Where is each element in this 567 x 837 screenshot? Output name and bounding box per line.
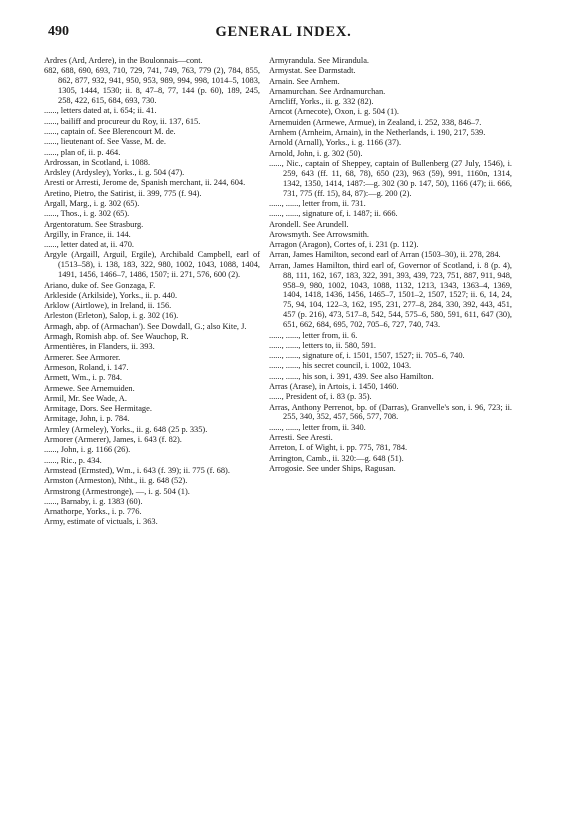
index-entry: Army, estimate of victuals, i. 363.	[44, 517, 158, 527]
page-title: GENERAL INDEX.	[215, 24, 352, 40]
index-entry: Arnain. See Arnhem.	[269, 76, 340, 86]
index-entry: ......, lieutenant of. See Vasse, M. de.	[44, 137, 166, 147]
index-entry: ......, ......, letter from, ii. 6.	[269, 330, 358, 340]
index-entry: Arleston (Erleton), Salop, i. g. 302 (16).	[44, 311, 179, 321]
index-entry: Ardrossan, in Scotland, i. 1088.	[44, 157, 151, 167]
page-header	[0, 24, 567, 46]
index-entry: Arrogosie. See under Ships, Ragusan.	[269, 463, 396, 473]
index-entry: Armil, Mr. See Wade, A.	[44, 393, 127, 403]
index-entry: Arran, James Hamilton, third earl of, Governor of Scotland, i. 8 (p. 4), 88, 111, 162, 167, 183, 322, 391, 393, 439, 723, 751, 887, 911, 948, 958–9, 980, 1002, 1043, 1088, 1132, 1213, 1343, 1363–4, 1369, 1404, 1418, 1436, 1456, 1465–7, 1501–2, 1507, 1527; ii. 6, 14, 24, 75, 94, 104, 122–3, 162, 195, 231, 277–8, 284, 330, 392, 443, 451, 457 (p. 216), 473, 517–8, 542, 544, 575–6, 580, 591, 611, 647 (30), 651, 662, 684, 695, 702, 705–6, 727, 740, 743.	[269, 260, 512, 330]
index-entry: Aresti or Arresti, Jerome de, Spanish merchant, ii. 244, 604.	[44, 178, 246, 188]
index-entry: ......, captain of. See Blerencourt M. de.	[44, 126, 176, 136]
index-entry: Argyle (Argaill, Arguil, Ergile), Archibald Campbell, earl of (1513–58), i. 138, 183, 322, 980, 1002, 1043, 1088, 1404, 1491, 1456, 1466–7, 1486, 1507; ii. 271, 576, 600 (2).	[44, 250, 260, 280]
index-entry: Armagh, abp. of (Armachan'). See Dowdall, G.; also Kite, J.	[44, 321, 247, 331]
index-entry: Armyrandula. See Mirandula.	[269, 56, 370, 65]
index-entry: Armagh, Romish abp. of. See Wauchop, R.	[44, 332, 189, 342]
index-entry: ......, plan of, ii. p. 464.	[44, 147, 121, 157]
index-entry: Arragon (Aragon), Cortes of, i. 231 (p. 112).	[269, 240, 419, 250]
index-entry: Armstrong (Armestronge), —, i. g. 504 (1).	[44, 486, 190, 496]
index-entry: ......, letter dated at, ii. 470.	[44, 240, 135, 250]
index-entry: Armley (Armeley), Yorks., ii. g. 648 (25 p. 335).	[44, 424, 208, 434]
index-entry: Arnold (Arnall), Yorks., i. g. 1166 (37).	[269, 138, 402, 148]
index-entry: Arncot (Arnecote), Oxon, i. g. 504 (1).	[269, 107, 400, 117]
index-entry: Arreton, I. of Wight, i. pp. 775, 781, 784.	[269, 443, 408, 453]
index-entry: Armystat. See Darmstadt.	[269, 66, 356, 76]
index-entry: Arnemuiden (Armewe, Armue), in Zealand, i. 252, 338, 846–7.	[269, 117, 482, 127]
index-entry: Ardsley (Ardysley), Yorks., i. g. 504 (47).	[44, 168, 185, 178]
index-entry: Armeson, Roland, i. 147.	[44, 362, 129, 372]
index-entry: Arresti. See Aresti.	[269, 433, 333, 443]
index-entry: Arran, James Hamilton, second earl of Arran (1503–30), ii. 278, 284.	[269, 250, 501, 260]
index-entry: Armerer. See Armorer.	[44, 352, 121, 362]
index-entry: ......, letters dated at, i. 654; ii. 41.	[44, 106, 157, 116]
index-entry: 682, 688, 690, 693, 710, 729, 741, 749, 763, 779 (2), 784, 855, 862, 877, 932, 941, 950, 953, 989, 994, 998, 1014–5, 1083, 1305, 1444, 1530; ii. 8, 47–8, 77, 144 (p. 60), 189, 245, 258, 422, 615, 684, 693, 730.	[44, 66, 260, 106]
index-entry: ......, President of, i. 83 (p. 35).	[269, 392, 372, 402]
index-entry: ......, ......, his son, i. 391, 439. See also Hamilton.	[269, 371, 434, 381]
index-entry: Arowsmyth. See Arrowsmith.	[269, 229, 370, 239]
index-entry: ......, bailiff and procureur du Roy, ii. 137, 615.	[44, 116, 201, 126]
index-entry: ......, Ric., p. 434.	[44, 455, 102, 465]
index-entry: Armorer (Armerer), James, i. 643 (f. 82).	[44, 435, 182, 445]
index-entry: Arras (Arase), in Artois, i. 1450, 1460.	[269, 381, 399, 391]
index-entry: ......, Nic., captain of Sheppey, captain of Bullenberg (27 July, 1546), i. 259, 643 (ff. 11, 68, 78), 650 (23), 963 (59), 991, 1160n, 1314, 1342, 1350, 1414, 1487:—g. 302 (30 p. 147, 50), 1166 (47); ii. 666, 731, 775 (ff. 15), 84, 87):—g. 200 (2).	[269, 158, 512, 198]
index-entry: ......, ......, signature of, i. 1487; ii. 666.	[269, 209, 398, 219]
index-entry: ......, ......, his secret council, i. 1002, 1043.	[269, 361, 412, 371]
index-entry: ......, ......, letter from, ii. 340.	[269, 422, 366, 432]
left-column	[44, 56, 260, 528]
index-entry: Arrington, Camb., ii. 320:—g. 648 (51).	[269, 453, 404, 463]
index-entry: ......, Thos., i. g. 302 (65).	[44, 209, 130, 219]
index-entry: Arnathorpe, Yorks., i. p. 776.	[44, 507, 142, 517]
index-entry: Arklow (Airtlowe), in Ireland, ii. 156.	[44, 301, 172, 311]
right-column	[269, 56, 512, 474]
index-entry: Argall, Marg., i. g. 302 (65).	[44, 198, 140, 208]
index-entry: Armstead (Ermsted), Wm., i. 643 (f. 39); ii. 775 (f. 68).	[44, 465, 230, 475]
page-number: 490	[48, 24, 69, 39]
index-entry: Armitage, John, i. p. 784.	[44, 414, 130, 424]
index-entry: ......, ......, letters to, ii. 580, 591.	[269, 340, 377, 350]
index-entry: Argentoratum. See Strasburg.	[44, 219, 144, 229]
index-entry: ......, Barnaby, i. g. 1383 (60).	[44, 496, 143, 506]
index-entry: Ardres (Ard, Ardere), in the Boulonnais—cont.	[44, 56, 203, 65]
index-entry: Armitage, Dors. See Hermitage.	[44, 404, 152, 414]
index-entry: Argilly, in France, ii. 144.	[44, 229, 131, 239]
index-entry: Arkleside (Arkilside), Yorks., ii. p. 440.	[44, 290, 178, 300]
index-entry: ......, ......, letter from, ii. 731.	[269, 198, 366, 208]
index-entry: Arnamurchan. See Ardnamurchan.	[269, 86, 386, 96]
index-entry: ......, ......, signature of, i. 1501, 1507, 1527; ii. 705–6, 740.	[269, 351, 465, 361]
index-entry: Arondell. See Arundell.	[269, 219, 349, 229]
index-entry: Arncliff, Yorks., ii. g. 332 (82).	[269, 97, 374, 107]
index-entry: Arras, Anthony Perrenot, bp. of (Darras), Granvelle's son, i. 96, 723; ii. 255, 340, 352, 457, 566, 577, 708.	[269, 402, 512, 422]
index-entry: ......, John, i. g. 1166 (26).	[44, 445, 131, 455]
index-entry: Armett, Wm., i. p. 784.	[44, 373, 123, 383]
index-entry: Armston (Armeston), Ntht., ii. g. 648 (52).	[44, 476, 188, 486]
index-entry: Arnhem (Arnheim, Arnain), in the Netherlands, i. 190, 217, 539.	[269, 128, 486, 138]
index-entry: Ariano, duke of. See Gonzaga, F.	[44, 280, 156, 290]
index-entry: Arnold, John, i. g. 302 (50).	[269, 148, 363, 158]
index-entry: Armewe. See Arnemuiden.	[44, 383, 135, 393]
index-entry: Armentières, in Flanders, ii. 393.	[44, 342, 155, 352]
index-entry: Aretino, Pietro, the Satirist, ii. 399, 775 (f. 94).	[44, 188, 202, 198]
